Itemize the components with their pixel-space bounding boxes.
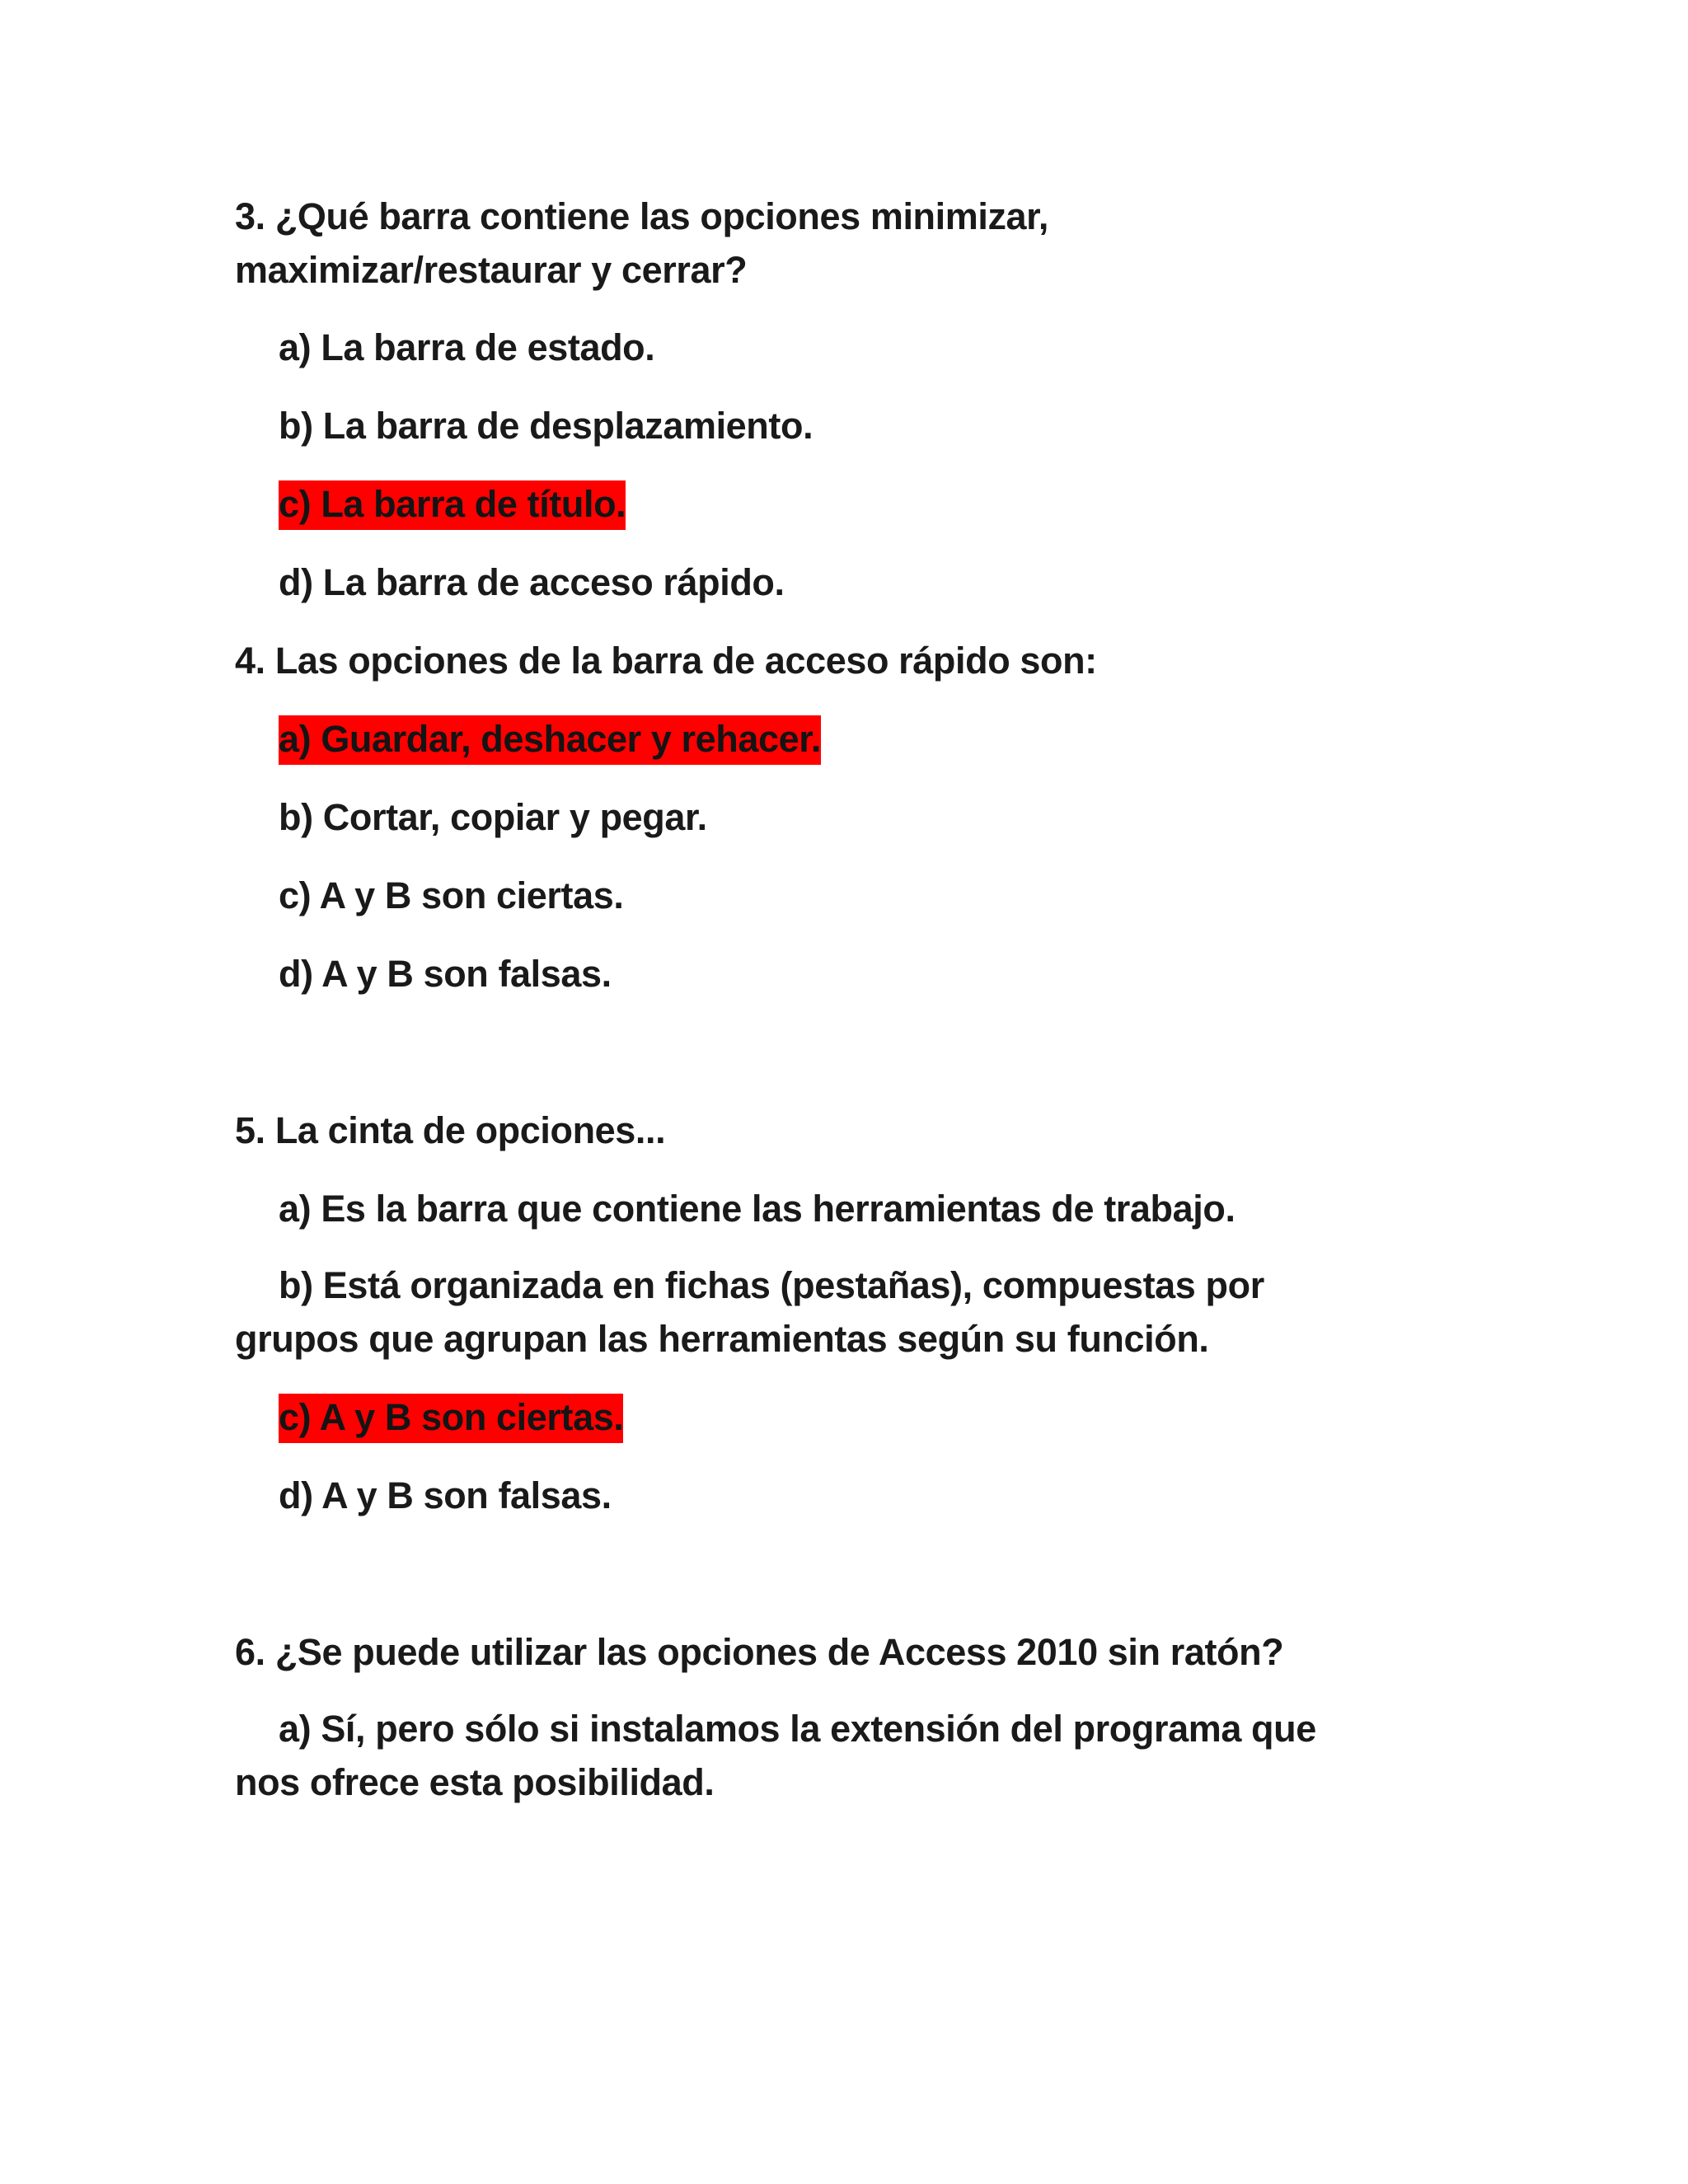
- question-4-option-c: c) A y B son ciertas.: [279, 874, 624, 916]
- question-5-option-b-line-2: grupos que agrupan las herramientas según su función.: [235, 1318, 1209, 1360]
- question-6-option-a-line-2: nos ofrece esta posibilidad.: [235, 1761, 715, 1803]
- question-4-title: 4. Las opciones de la barra de acceso rápido son:: [235, 640, 1097, 682]
- question-3-option-d: d) La barra de acceso rápido.: [279, 561, 785, 603]
- question-3-title-line-2: maximizar/restaurar y cerrar?: [235, 249, 748, 291]
- question-3-option-c-correct: [279, 485, 626, 523]
- question-4-option-d: d) A y B son falsas.: [279, 953, 612, 995]
- question-6-title: 6. ¿Se puede utilizar las opciones de Access 2010 sin ratón?: [235, 1631, 1284, 1673]
- question-4-option-b: b) Cortar, copiar y pegar.: [279, 796, 707, 838]
- question-5-option-a: a) Es la barra que contiene las herramientas de trabajo.: [279, 1188, 1236, 1230]
- question-5-option-b-line-1: b) Está organizada en fichas (pestañas), compuestas por: [279, 1264, 1264, 1306]
- correct-answer-highlight: c) A y B son ciertas.: [279, 1394, 623, 1443]
- question-6-option-a-line-1: a) Sí, pero sólo si instalamos la extensión del programa que: [279, 1708, 1316, 1750]
- question-5-option-c-correct: [279, 1396, 624, 1438]
- question-5-title: 5. La cinta de opciones...: [235, 1109, 666, 1151]
- question-3-title-line-1: 3. ¿Qué barra contiene las opciones minimizar,: [235, 195, 1048, 237]
- correct-answer-highlight: c) La barra de título.: [279, 480, 626, 530]
- question-5-option-d: d) A y B son falsas.: [279, 1474, 612, 1516]
- question-4-option-a-correct: [279, 718, 821, 760]
- question-3-option-b: b) La barra de desplazamiento.: [279, 405, 814, 447]
- question-3-option-a: a) La barra de estado.: [279, 326, 655, 368]
- correct-answer-highlight: a) Guardar, deshacer y rehacer.: [279, 715, 821, 765]
